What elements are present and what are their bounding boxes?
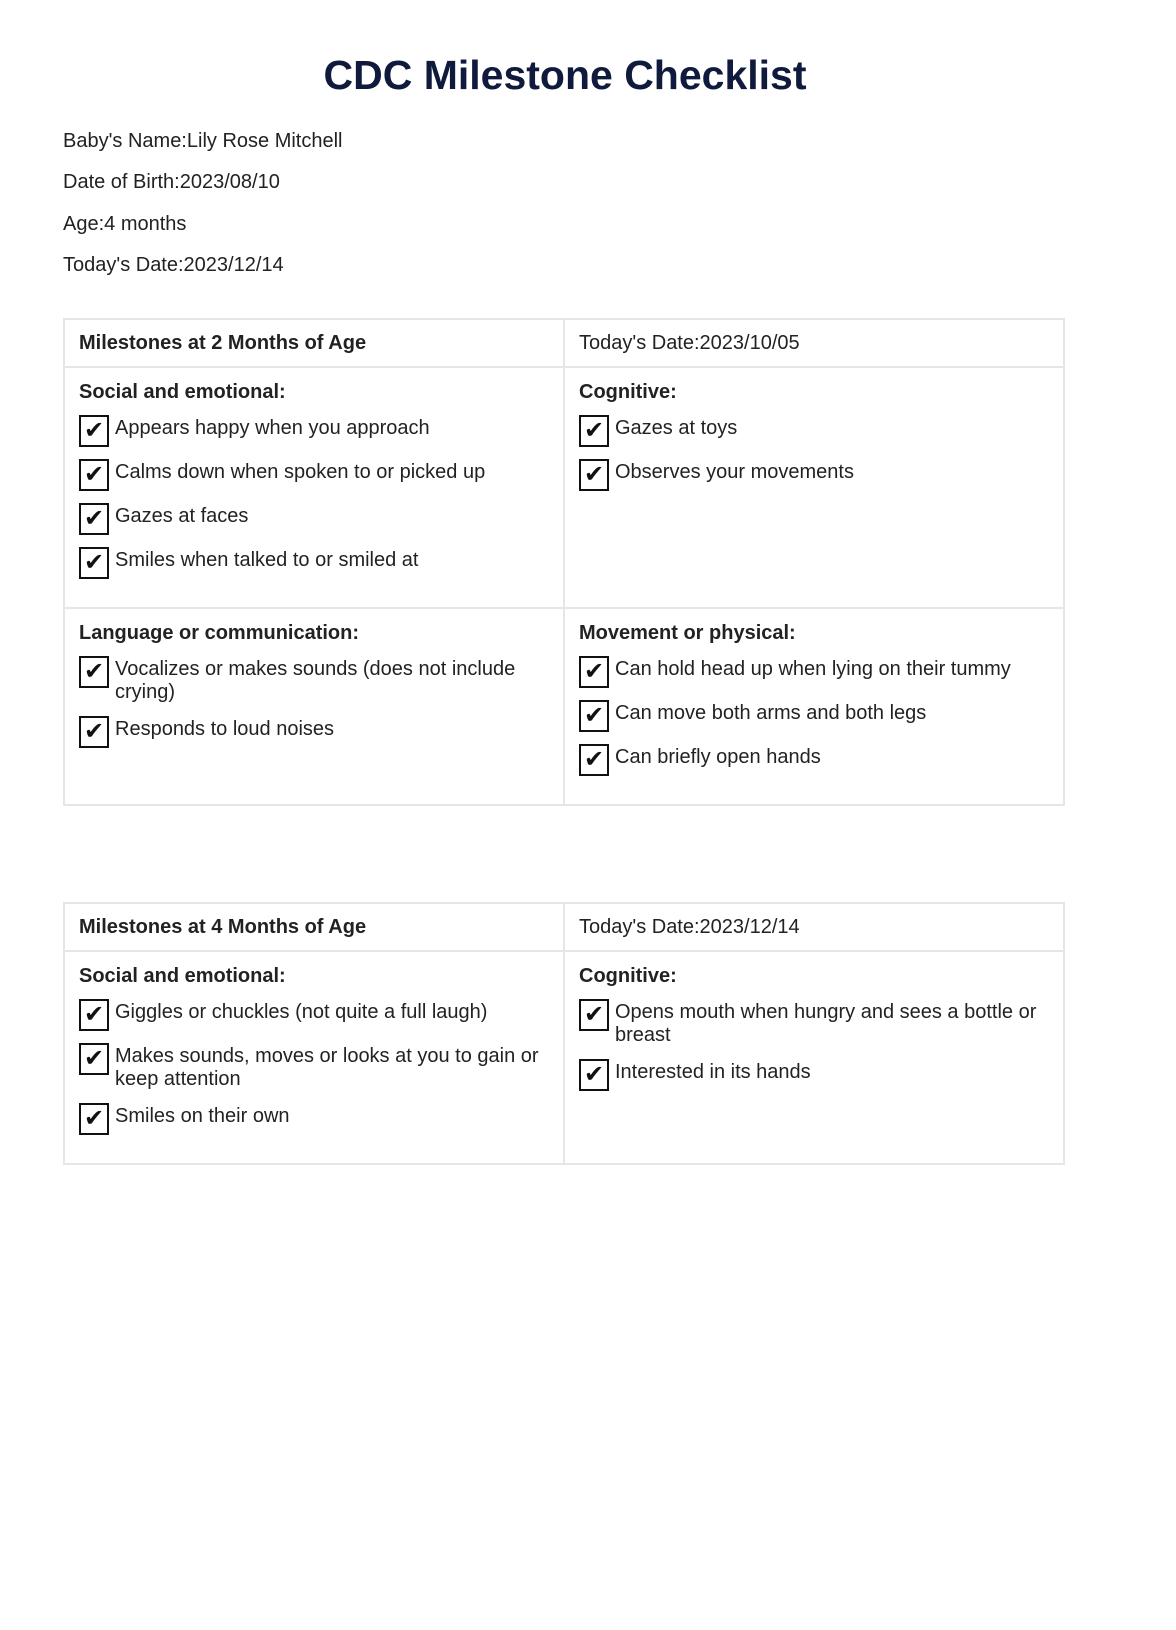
baby-name-field [63, 130, 342, 153]
section-social-and-emotional [64, 951, 564, 1164]
date-of-birth-field [63, 171, 280, 194]
checkbox-checked[interactable] [579, 700, 609, 732]
checklist-item-label: Calms down when spoken to or picked up [115, 461, 486, 483]
checkbox-checked[interactable] [79, 415, 109, 447]
section-title: Social and emotional: [79, 965, 286, 987]
checklist-item [79, 415, 549, 447]
checkbox-checked[interactable] [579, 415, 609, 447]
checkmark-icon: ✔ [583, 417, 605, 444]
checklist-item [79, 999, 549, 1031]
section-title: Social and emotional: [79, 381, 286, 403]
checkmark-icon: ✔ [583, 702, 605, 729]
checkbox-checked[interactable] [579, 744, 609, 776]
checklist-item-label: Smiles on their own [115, 1105, 290, 1127]
checklist-item [79, 1103, 549, 1135]
checkbox-checked[interactable] [579, 459, 609, 491]
section-row [64, 951, 1064, 1164]
section-title: Language or communication: [79, 622, 360, 644]
field-value: 4 months [104, 213, 187, 235]
section-title: Movement or physical: [579, 622, 796, 644]
field-label: Age: [63, 213, 105, 235]
checklist-item-label: Observes your movements [615, 461, 854, 483]
checkbox-checked[interactable] [579, 656, 609, 688]
checkmark-icon: ✔ [583, 1061, 605, 1088]
table-header-row [64, 903, 1064, 951]
checkmark-icon: ✔ [83, 549, 105, 576]
table-heading: Milestones at 4 Months of Age [64, 903, 564, 951]
milestones-2-months-table [63, 318, 1065, 806]
checkbox-checked[interactable] [79, 999, 109, 1031]
checklist-item [79, 656, 549, 704]
section-movement-or-physical [564, 608, 1064, 805]
checkmark-icon: ✔ [83, 1105, 105, 1132]
checklist-item [79, 716, 549, 748]
checklist-item [79, 547, 549, 579]
checkbox-checked[interactable] [79, 716, 109, 748]
checklist-item [579, 656, 1049, 688]
section-row [64, 367, 1064, 608]
checkmark-icon: ✔ [83, 1045, 105, 1072]
checklist-item-label: Responds to loud noises [115, 718, 335, 740]
checklist-item [579, 415, 1049, 447]
checkmark-icon: ✔ [83, 417, 105, 444]
field-label: Baby's Name: [63, 130, 187, 152]
field-value: Lily Rose Mitchell [186, 130, 343, 152]
checkmark-icon: ✔ [83, 505, 105, 532]
checklist-item-label: Makes sounds, moves or looks at you to gain or keep attention [115, 1045, 539, 1090]
checklist-item [79, 503, 549, 535]
checkmark-icon: ✔ [583, 1001, 605, 1028]
section-cognitive [564, 367, 1064, 608]
checkbox-checked[interactable] [79, 1103, 109, 1135]
checklist-item-label: Appears happy when you approach [115, 417, 430, 439]
checklist-item [579, 999, 1049, 1047]
checkbox-checked[interactable] [579, 1059, 609, 1091]
section-cognitive [564, 951, 1064, 1164]
milestones-4-months-table [63, 902, 1065, 1165]
checklist-item-label: Giggles or chuckles (not quite a full laugh) [115, 1001, 488, 1023]
checklist-item-label: Can briefly open hands [615, 746, 821, 768]
field-label: Date of Birth: [63, 171, 180, 193]
field-label: Today's Date: [63, 254, 184, 276]
checklist-item-label: Vocalizes or makes sounds (does not include crying) [115, 658, 516, 703]
field-value: 2023/12/14 [183, 254, 284, 276]
section-title: Cognitive: [579, 381, 677, 403]
checklist-item [579, 1059, 1049, 1091]
checklist-item-label: Opens mouth when hungry and sees a bottle or breast [615, 1001, 1037, 1046]
checklist-item [579, 700, 1049, 732]
checkmark-icon: ✔ [83, 658, 105, 685]
checklist-item-label: Gazes at faces [115, 505, 249, 527]
checklist-item [79, 459, 549, 491]
table-date: Today's Date:2023/12/14 [564, 903, 1064, 951]
checklist-item-label: Can hold head up when lying on their tummy [615, 658, 1011, 680]
checklist-item-label: Gazes at toys [615, 417, 738, 439]
checklist-item [579, 459, 1049, 491]
field-value: 2023/08/10 [179, 171, 280, 193]
page-title: CDC Milestone Checklist [323, 52, 807, 98]
checklist-item [579, 744, 1049, 776]
checkmark-icon: ✔ [83, 1001, 105, 1028]
checkmark-icon: ✔ [583, 658, 605, 685]
checklist-item [79, 1043, 549, 1091]
table-header-row [64, 319, 1064, 367]
age-field [63, 213, 186, 236]
checkbox-checked[interactable] [79, 1043, 109, 1075]
checklist-item-label: Can move both arms and both legs [615, 702, 927, 724]
checkbox-checked[interactable] [79, 459, 109, 491]
section-language-or-communication [64, 608, 564, 805]
section-social-and-emotional [64, 367, 564, 608]
table-date: Today's Date:2023/10/05 [564, 319, 1064, 367]
checkmark-icon: ✔ [83, 461, 105, 488]
checkbox-checked[interactable] [79, 656, 109, 688]
table-heading: Milestones at 2 Months of Age [64, 319, 564, 367]
checklist-item-label: Smiles when talked to or smiled at [115, 549, 419, 571]
checkmark-icon: ✔ [83, 718, 105, 745]
checkbox-checked[interactable] [79, 503, 109, 535]
checkbox-checked[interactable] [79, 547, 109, 579]
checkbox-checked[interactable] [579, 999, 609, 1031]
checkmark-icon: ✔ [583, 746, 605, 773]
todays-date-field [63, 254, 284, 277]
section-title: Cognitive: [579, 965, 677, 987]
section-row [64, 608, 1064, 805]
checklist-item-label: Interested in its hands [615, 1061, 811, 1083]
checkmark-icon: ✔ [583, 461, 605, 488]
